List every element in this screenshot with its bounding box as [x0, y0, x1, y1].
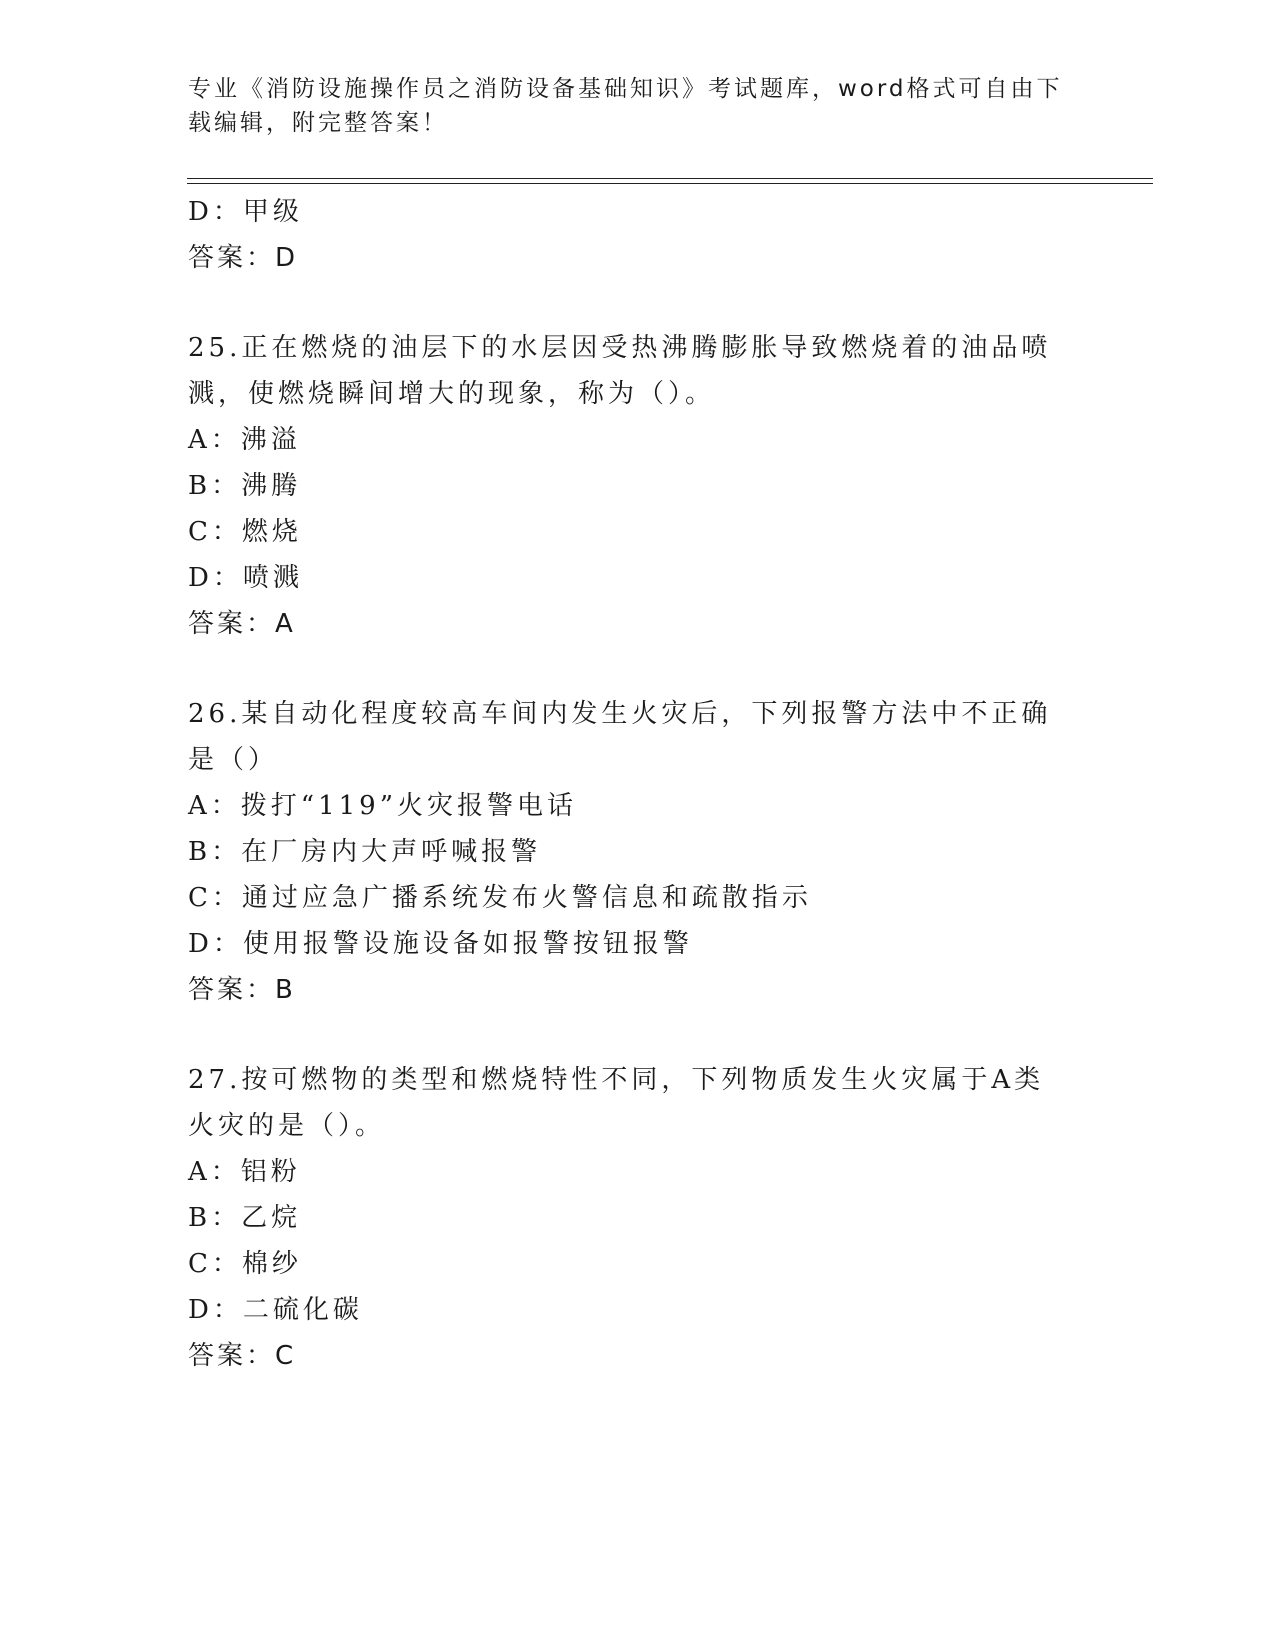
question-26 — [188, 691, 1088, 1013]
option-b: B：在厂房内大声呼喊报警 — [188, 837, 542, 867]
question-27 — [188, 1057, 1088, 1379]
option-c: C：通过应急广播系统发布火警信息和疏散指示 — [188, 883, 812, 913]
answer-line: 答案：D — [188, 243, 299, 273]
option-b: B：沸腾 — [188, 471, 302, 501]
option-a: A：铝粉 — [188, 1157, 301, 1187]
option-b: B：乙烷 — [188, 1203, 302, 1233]
document-body — [188, 189, 1088, 1379]
answer-line: 答案：B — [188, 975, 296, 1005]
header-rule-bottom — [187, 183, 1153, 184]
answer-line: 答案：A — [188, 609, 296, 639]
option-c: C：燃烧 — [188, 517, 302, 547]
option-a: A：沸溢 — [188, 425, 301, 455]
option-d: D：使用报警设施设备如报警按钮报警 — [188, 929, 693, 959]
option-d: D：甲级 — [188, 197, 303, 227]
question-text: 26.某自动化程度较高车间内发生火灾后，下列报警方法中不正确是（） — [188, 699, 1052, 775]
option-d: D：二硫化碳 — [188, 1295, 363, 1325]
header-rule-top — [187, 178, 1153, 179]
option-d: D：喷溅 — [188, 563, 303, 593]
option-a: A：拨打“119”火灾报警电话 — [188, 791, 577, 821]
answer-line: 答案：C — [188, 1341, 297, 1371]
document-header: 专业《消防设施操作员之消防设备基础知识》考试题库，word格式可自由下载编辑，附完整答案！ — [188, 76, 1063, 136]
question-25 — [188, 325, 1088, 647]
question-text: 27.按可燃物的类型和燃烧特性不同，下列物质发生火灾属于A类火灾的是（）。 — [188, 1065, 1045, 1141]
option-c: C：棉纱 — [188, 1249, 302, 1279]
question-text: 25.正在燃烧的油层下的水层因受热沸腾膨胀导致燃烧着的油品喷溅，使燃烧瞬间增大的现象，称为（）。 — [188, 333, 1052, 409]
